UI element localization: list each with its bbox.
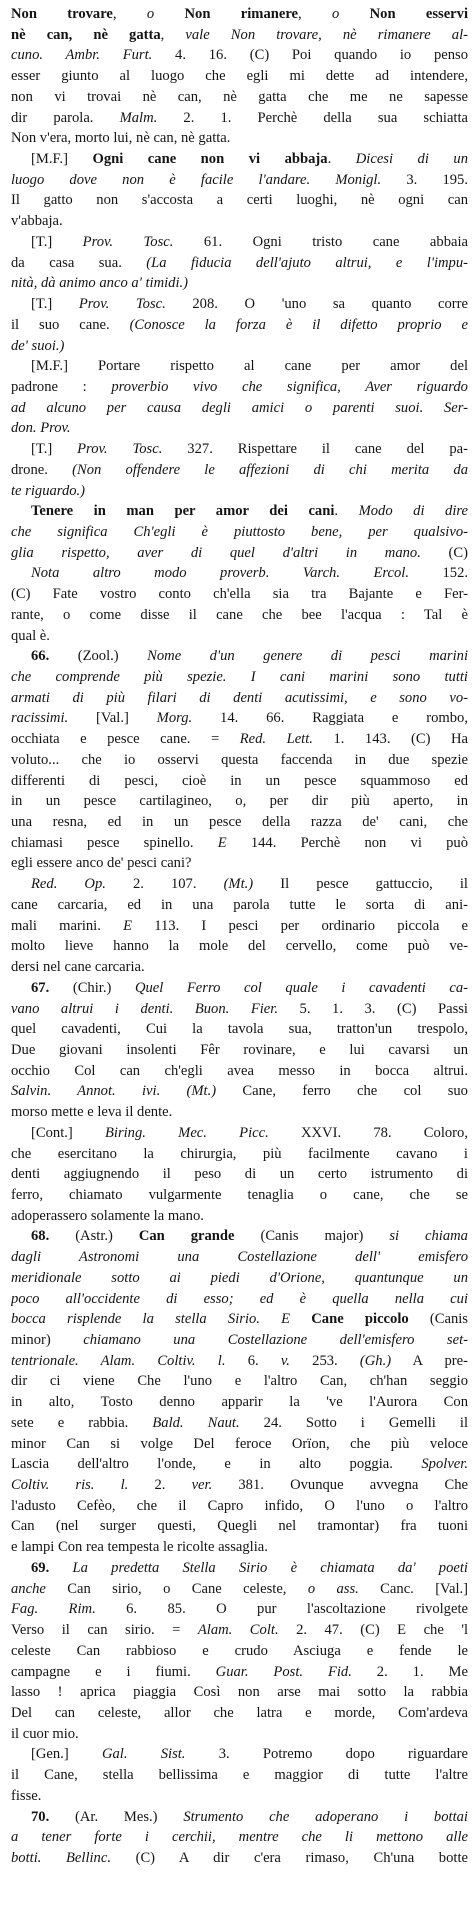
text-run: , — [112, 6, 147, 22]
text-run: rante, o come disse il cane che bee l'acqua : Tal è — [11, 606, 468, 623]
text-run: (Ar. Mes.) — [49, 1808, 184, 1825]
text-run: Can (nel surger questi, Quegli nel tramontar) fra tuoni — [11, 1518, 468, 1535]
text-run: 2. 1. Me — [351, 1663, 468, 1680]
text-line — [11, 1226, 468, 1247]
text-run: morso mette e leva il dente. — [11, 1104, 173, 1121]
text-run: quel cavadenti, Cui la tavola sua, tratton'un trespolo, — [11, 1021, 468, 1038]
text-run — [290, 1311, 311, 1327]
text-run: Gal. Sist. — [101, 1746, 186, 1763]
text-run: armati di più filari di denti acutissimi, e sono vo- — [11, 689, 468, 706]
text-line — [11, 1641, 468, 1662]
text-run: (La fiducia dell'ajuto altrui, e l'impu- — [146, 254, 468, 271]
text-run: [M.F.] Portare rispetto al cane per amor del — [31, 358, 468, 375]
text-run: vale Non trovare, nè rimanere al- — [185, 26, 468, 43]
text-run: Biring. Mec. Picc. — [104, 1124, 269, 1141]
text-line — [11, 211, 468, 232]
text-run: Non esservi — [369, 6, 468, 22]
text-run: 208. O 'uno sa quanto corre — [165, 296, 468, 313]
text-run: (C) A dir c'era rimaso, Ch'una botte — [110, 1849, 468, 1866]
text-run: 61. Ogni tristo cane abbaia — [173, 233, 468, 250]
text-run: . — [334, 503, 359, 520]
text-line — [11, 1599, 468, 1620]
text-run: [T.] — [31, 233, 83, 250]
text-run: minor Can si volge Del feroce Orïon, che più veloce — [11, 1435, 468, 1452]
text-run: 2. 47. (C) E che 'l — [278, 1622, 468, 1639]
text-run: , — [160, 26, 186, 43]
text-run — [154, 6, 184, 22]
text-line — [11, 1330, 468, 1351]
text-run: 4. 16. (C) Poi quando io penso — [152, 47, 468, 64]
text-run: Tenere in man per amor dei cani — [31, 503, 335, 520]
text-run: Malm. — [119, 109, 158, 126]
text-run: Guar. Post. Fid. — [215, 1663, 352, 1680]
text-line — [11, 688, 468, 709]
text-run: racissimi. — [11, 710, 69, 727]
text-run: Prov. Tosc. — [78, 296, 166, 313]
text-run: drone. — [11, 461, 73, 478]
text-line — [11, 1682, 468, 1703]
text-run: o — [146, 6, 155, 22]
text-line — [11, 978, 468, 999]
text-line — [11, 874, 468, 895]
text-line — [11, 418, 468, 439]
text-run: Coltiv. ris. l. — [11, 1477, 129, 1494]
text-run: dersi nel cane carcaria. — [11, 959, 145, 976]
text-line — [11, 1289, 468, 1310]
text-line — [11, 294, 468, 315]
text-run: anche — [11, 1580, 46, 1597]
text-run: adoperassero solamente la mano. — [11, 1207, 204, 1224]
text-line — [11, 708, 468, 729]
text-line — [11, 916, 468, 937]
text-line — [11, 460, 468, 481]
text-line — [11, 1371, 468, 1392]
text-run: Prov. Tosc. — [77, 441, 163, 458]
text-run: 6. 85. O pur l'ascoltazione rivolgete — [95, 1601, 468, 1618]
text-run — [49, 1560, 72, 1576]
text-line — [11, 791, 468, 812]
text-line — [11, 253, 468, 274]
text-line — [11, 1413, 468, 1434]
text-run: chiamano una Costellazione dell'emisfero set- — [83, 1332, 468, 1348]
text-run: 2. — [128, 1477, 192, 1494]
text-run: una resna, ed in un pesce della razza de' cani, che — [11, 814, 468, 831]
text-run: il Cane, stella bellissima e maggior di tutte l'altre — [11, 1767, 468, 1784]
text-run: 67. — [31, 979, 50, 996]
text-run: cane carcaria, ed in una parola tutte le sorta di ani- — [11, 896, 468, 913]
text-run: mali marini. — [11, 917, 124, 934]
text-run: 24. Sotto i Gemelli il — [239, 1414, 468, 1431]
text-run: 327. Rispettare il cane del pa- — [162, 441, 468, 458]
text-line — [11, 149, 468, 170]
text-line — [11, 605, 468, 626]
text-run: Strumento che adoperano i bottai — [183, 1808, 468, 1825]
text-run: Verso il can sirio. = — [11, 1622, 198, 1639]
text-run: de' suoi.) — [11, 337, 65, 354]
text-run: (Non offendere le affezioni di chi merita da — [72, 461, 468, 478]
text-line — [11, 1434, 468, 1455]
text-line — [11, 729, 468, 750]
text-run: voluto... che io osservi questa faccenda in due spezie — [11, 751, 468, 768]
text-run: (C) Fate vostro conto ch'ella sia tra Bajante e Fer- — [11, 586, 468, 603]
text-line — [11, 1392, 468, 1413]
text-line — [11, 1123, 468, 1144]
text-run: (Chir.) — [49, 979, 135, 996]
text-line — [11, 1516, 468, 1537]
text-line — [11, 1454, 468, 1475]
text-run: (Mt.) — [223, 876, 254, 893]
text-line — [11, 1185, 468, 1206]
text-line — [11, 1620, 468, 1641]
text-line — [11, 1786, 468, 1807]
text-run: ferro, chiamato vulgarmente tenaglia o cane, che se — [11, 1186, 468, 1203]
text-line — [11, 128, 468, 149]
text-line — [11, 25, 468, 46]
text-run: il cuor mio. — [11, 1725, 79, 1742]
text-line — [11, 4, 468, 25]
text-line — [11, 336, 468, 357]
text-line — [11, 398, 468, 419]
text-line — [11, 1662, 468, 1683]
text-line — [11, 584, 468, 605]
text-run: si chiama — [389, 1228, 468, 1245]
text-run: A pre- — [391, 1352, 468, 1369]
text-line — [11, 1496, 468, 1517]
text-line — [11, 563, 468, 584]
text-run: celeste Can rabbioso e crudo Asciuga e fende le — [11, 1642, 468, 1659]
text-line — [11, 1744, 468, 1765]
text-run: meridionale sotto ai piedi d'Orione, quantunque un — [11, 1269, 468, 1286]
text-run: Non rimanere — [184, 6, 299, 22]
text-run: Nota altro modo proverb. Varch. Ercol. — [31, 565, 409, 582]
text-run: occhiata e pesce cane. = — [11, 731, 240, 748]
text-run: Dicesi di un — [355, 151, 468, 168]
text-run: Il gatto non s'accosta a certi luoghi, nè ogni can — [11, 192, 468, 209]
text-line — [11, 66, 468, 87]
text-line — [11, 170, 468, 191]
text-line — [11, 957, 468, 978]
text-run: che esercitano la chirurgia, più facilmente cavano i — [11, 1145, 468, 1162]
text-line — [11, 1558, 468, 1579]
text-run: Fag. Rim. — [11, 1601, 96, 1618]
text-line — [11, 1164, 468, 1185]
text-run: (Canis — [408, 1311, 468, 1328]
text-line — [11, 87, 468, 108]
text-run: Ogni cane non vi abbaja — [92, 151, 328, 168]
text-run: Modo di dire — [358, 503, 468, 520]
text-run: dir parola. — [11, 109, 120, 126]
text-run: campagne e i fiumi. — [11, 1663, 216, 1680]
text-run: Can sirio, o Cane celeste, — [45, 1580, 308, 1597]
text-line — [11, 812, 468, 833]
text-run: 144. Perchè non vi può — [226, 834, 468, 851]
text-line — [11, 45, 468, 66]
text-run: Nome d'un genere di pesci marini — [147, 648, 468, 665]
text-run: 381. Ovunque avvegna Che — [212, 1477, 468, 1494]
text-run: nè can, nè gatta — [11, 26, 161, 43]
text-run: differenti di pesci, cioè in un pesce squammoso ed — [11, 772, 468, 789]
text-run: denti aggiugnendo il peso di un certo istrumento di — [11, 1166, 468, 1183]
text-run: Prov. Tosc. — [82, 233, 174, 250]
text-run: E — [217, 834, 227, 851]
text-run: E — [123, 917, 133, 934]
text-run: esser giunto al luogo che egli mi dette ad intendere, — [11, 68, 468, 85]
text-run: Can grande — [138, 1228, 235, 1245]
text-run: tentrionale. Alam. Coltiv. l. — [11, 1352, 226, 1369]
text-run: XXVI. 78. Coloro, — [268, 1124, 468, 1141]
text-run: bocca risplende la stella Sirio. E — [11, 1311, 291, 1328]
text-run: 6. — [225, 1352, 281, 1369]
text-run: 152. — [409, 565, 468, 582]
text-run: occhio Col can ch'egli avea messo in bocca altrui. — [11, 1062, 468, 1079]
text-line — [11, 1040, 468, 1061]
text-line — [11, 1351, 468, 1372]
text-run: cuno. Ambr. Furt. — [11, 47, 153, 64]
text-run: v'abbaja. — [11, 213, 63, 230]
text-line — [11, 232, 468, 253]
text-run: 113. I pesci per ordinario piccola e — [132, 917, 468, 934]
text-line — [11, 315, 468, 336]
text-line — [11, 1475, 468, 1496]
text-run: 68. — [31, 1228, 50, 1245]
text-line — [11, 1019, 468, 1040]
text-run: egli essere anco de' pesci cani? — [11, 855, 192, 872]
text-run: (Zool.) — [49, 648, 148, 665]
text-run: botti. Bellinc. — [11, 1849, 111, 1866]
text-run: in alto, Tosto denno apparir la 've l'Aurora Con — [11, 1394, 468, 1411]
text-run: glia rispetto, aver di quel d'altri in mano. — [11, 544, 421, 561]
text-run: 2. 107. — [105, 876, 224, 893]
text-line — [11, 1703, 468, 1724]
text-run: 5. 1. 3. (C) Passi — [278, 1000, 468, 1017]
text-run: . — [327, 151, 356, 168]
text-run: Del can celeste, allor che latra e morde, Com'ardeva — [11, 1704, 468, 1721]
text-line — [11, 356, 468, 377]
text-run: 66. — [31, 648, 50, 665]
text-line — [11, 1807, 468, 1828]
text-run: 70. — [31, 1808, 50, 1825]
text-line — [11, 1827, 468, 1848]
text-run: 1. 143. (C) Ha — [312, 731, 468, 748]
text-line — [11, 1268, 468, 1289]
text-run: luogo dove non è facile l'andare. Monigl. — [11, 171, 382, 188]
text-run: lasso ! aprica piaggia Così non arse mai sotto la rabbia — [11, 1684, 468, 1701]
text-run: [T.] — [31, 441, 78, 458]
text-run: Il pesce gattuccio, il — [253, 876, 468, 893]
text-run: nità, dà animo anco a' timidi.) — [11, 275, 189, 292]
text-run: padrone : — [11, 378, 112, 395]
text-run: 69. — [31, 1559, 50, 1576]
text-run: chiamasi pesce spinello. — [11, 834, 218, 851]
text-line — [11, 1247, 468, 1268]
text-run: ver. — [191, 1477, 213, 1494]
text-line — [11, 1579, 468, 1600]
text-run: [Cont.] — [31, 1124, 105, 1141]
text-run: qual è. — [11, 627, 50, 644]
text-run: Alam. Colt. — [197, 1622, 279, 1639]
text-line — [11, 190, 468, 211]
text-run: v. — [280, 1352, 290, 1369]
text-run: Lascia dell'altro l'onde, e in alto poggia. — [11, 1456, 422, 1473]
text-run: , — [298, 6, 332, 22]
text-run: vano altrui i denti. Buon. Fier. — [11, 1000, 278, 1017]
text-run: (Astr.) — [49, 1228, 139, 1245]
text-line — [11, 273, 468, 294]
text-run: Cane, ferro che col suo — [216, 1083, 468, 1100]
text-run: (Conosce la forza è il difetto proprio e — [129, 316, 468, 333]
text-line — [11, 1765, 468, 1786]
text-run: 253. — [289, 1352, 360, 1369]
text-run: dagli Astronomi una Costellazione dell' emisfero — [11, 1249, 468, 1266]
text-run: [Gen.] — [31, 1746, 102, 1763]
text-line — [11, 750, 468, 771]
text-run: fisse. — [11, 1787, 42, 1804]
text-run: Non v'era, morto lui, nè can, nè gatta. — [11, 130, 231, 147]
text-run: minor) — [11, 1332, 84, 1348]
text-run: a tener forte i cerchii, mentre che li mettono alle — [11, 1829, 468, 1846]
text-line — [11, 999, 468, 1020]
text-run: che significa Ch'egli è piuttosto bene, per qualsivo- — [11, 523, 468, 540]
text-run: Bald. Naut. — [152, 1414, 240, 1431]
text-run: Red. Lett. — [239, 731, 313, 748]
text-line — [11, 1537, 468, 1558]
text-run: non vi trovai nè can, nè gatta che me ne sapesse — [11, 88, 468, 105]
text-run: te riguardo.) — [11, 482, 86, 499]
text-line — [11, 1081, 468, 1102]
text-run: o ass. — [307, 1580, 359, 1597]
text-run: 14. 66. Raggiata e rombo, — [192, 710, 468, 727]
text-run: in un pesce cartilagineo, o, per dir più aperto, in — [11, 793, 468, 810]
text-line — [11, 108, 468, 129]
text-line — [11, 853, 468, 874]
text-line — [11, 936, 468, 957]
text-line — [11, 377, 468, 398]
text-run: o — [332, 6, 340, 22]
text-run: 3. 195. — [381, 171, 468, 188]
text-run: 2. 1. Perchè della sua schiatta — [157, 109, 468, 126]
text-run: poco all'occidente di esso; ed è quella nella cui — [11, 1290, 468, 1307]
text-line — [11, 626, 468, 647]
text-run: da casa sua. — [11, 254, 147, 271]
text-run: ad alcuno per causa degli amici o parenti suoi. Ser- — [11, 399, 468, 416]
text-line — [11, 501, 468, 522]
text-line — [11, 646, 468, 667]
text-run: [T.] — [31, 296, 79, 313]
text-run: Cane piccolo — [311, 1311, 409, 1328]
text-run: [Val.] — [68, 710, 157, 727]
text-run: Morg. — [156, 710, 193, 727]
text-run: proverbio vivo che significa, Aver riguardo — [111, 378, 468, 395]
text-run: Due giovani insolenti Fêr rovinare, e lui cavarsi un — [11, 1041, 468, 1058]
text-line — [11, 522, 468, 543]
text-run: [M.F.] — [31, 151, 93, 168]
text-line — [11, 1309, 468, 1330]
text-line — [11, 1206, 468, 1227]
text-run: (C) — [420, 544, 468, 561]
text-run: dir ci viene Che l'uno e l'altro Can, ch'han seggio — [11, 1373, 468, 1390]
text-run: sete e rabbia. — [11, 1414, 153, 1431]
text-run: don. Prov. — [11, 420, 71, 437]
text-line — [11, 771, 468, 792]
text-run: (Canis major) — [234, 1228, 390, 1245]
text-run — [339, 6, 369, 22]
text-run: Spolver. — [421, 1456, 468, 1473]
text-line — [11, 1102, 468, 1123]
text-run: La predetta Stella Sirio è chiamata da' poeti — [72, 1559, 468, 1576]
text-run: Salvin. Annot. ivi. (Mt.) — [11, 1083, 217, 1100]
text-line — [11, 1144, 468, 1165]
text-line — [11, 1724, 468, 1745]
text-run: l'adusto Cefèo, che il Capro infido, O l'uno o l'altro — [11, 1497, 468, 1514]
text-run: (Gh.) — [359, 1352, 392, 1369]
text-run: il suo cane. — [11, 316, 130, 333]
text-line — [11, 1061, 468, 1082]
text-line — [11, 439, 468, 460]
text-run: Non trovare — [11, 6, 113, 22]
text-run: Red. Op. — [31, 876, 106, 893]
text-line — [11, 1848, 468, 1869]
text-run: 3. Potremo dopo riguardare — [185, 1746, 468, 1763]
text-run: Canc. [Val.] — [358, 1580, 468, 1597]
text-run: che comprende più spezie. I cani marini sono tutti — [11, 669, 468, 685]
text-run: molto lieve hanno la mole del cervello, come può ve- — [11, 938, 468, 955]
text-line — [11, 895, 468, 916]
text-line — [11, 833, 468, 854]
text-run: Quel Ferro col quale i cavadenti ca- — [134, 979, 468, 996]
text-line — [11, 667, 468, 688]
text-line — [11, 481, 468, 502]
text-line — [11, 543, 468, 564]
text-run: e lampi Con rea tempesta le ricolte assaglia. — [11, 1539, 268, 1556]
